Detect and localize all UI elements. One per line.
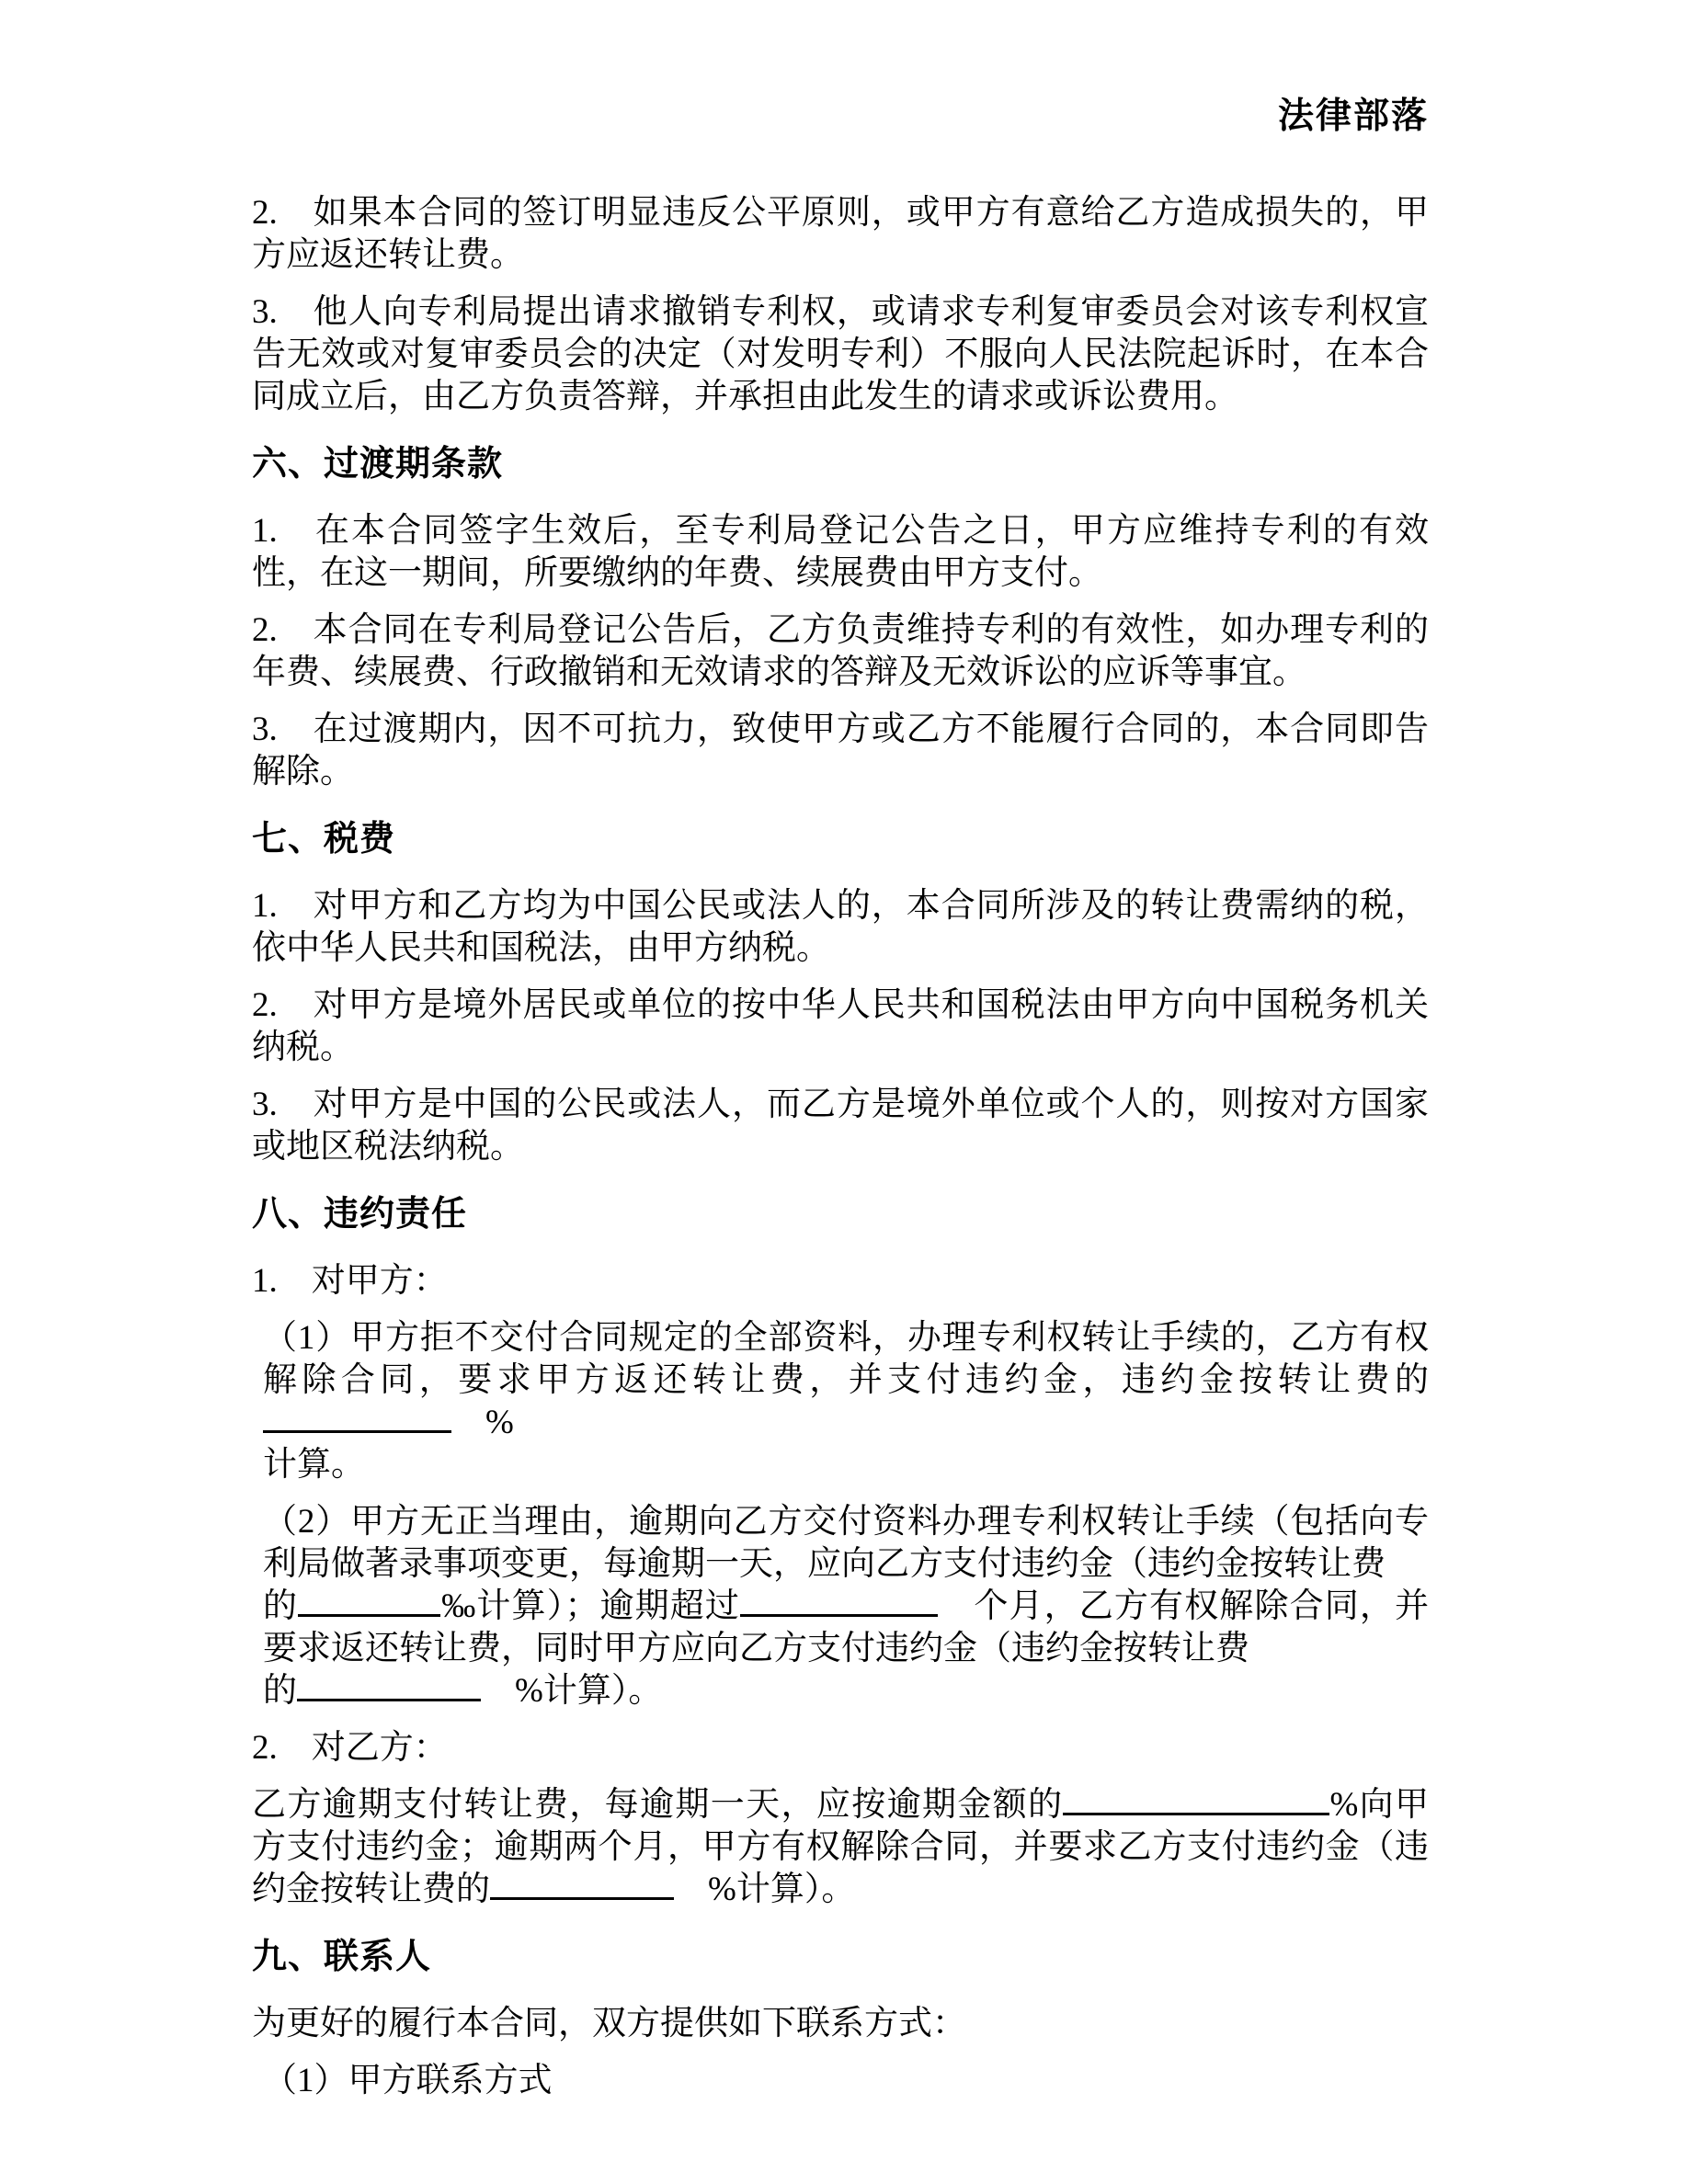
text-run: （1）甲方拒不交付合同规定的全部资料，办理专利权转让手续的，乙方有权解除合同，要求甲方返还转让费，并支付违约金，违约金按转让费的 [263, 1319, 1429, 1399]
paragraph [252, 2003, 1429, 2045]
text-run: 个月，乙方有权解除合同，并要求返还转让费，同时甲方应向乙方支付违约金（违约金按转让费 [263, 1587, 1430, 1668]
text-run: 3. 他人向专利局提出请求撤销专利权，或请求专利复审委员会对该专利权宣告无效或对复审委员会的决定（对发明专利）不服向人民法院起诉时，在本合同成立后，由乙方负责答辩，并承担由此发生的请求或诉讼费用。 [252, 293, 1429, 415]
paragraph [252, 510, 1429, 595]
blank-underline [740, 1586, 938, 1617]
paragraph [252, 291, 1429, 418]
text-run: 2. 对乙方： [252, 1729, 448, 1768]
section-heading [252, 443, 1429, 485]
section-heading [252, 1193, 1429, 1235]
section-heading [252, 818, 1429, 860]
section-heading [252, 1936, 1429, 1978]
text-run: 乙方逾期支付转让费，每逾期一天，应按逾期金额的 [252, 1786, 1064, 1825]
text-run: 为更好的履行本合同，双方提供如下联系方式： [252, 2005, 966, 2043]
text-run: 六、过渡期条款 [252, 445, 504, 483]
text-run: %向甲方支付违约金；逾期两个月，甲方有权解除合同，并要求乙方支付违约金（违约金按转让费的 [252, 1786, 1429, 1909]
text-run: 1. 对甲方： [252, 1262, 448, 1300]
text-run: 2. 如果本合同的签订明显违反公平原则，或甲方有意给乙方造成损失的，甲方应返还转让费。 [252, 194, 1429, 274]
text-run: 计算。 [263, 1446, 365, 1484]
blank-underline [1063, 1784, 1329, 1815]
text-run: % [451, 1404, 514, 1442]
paragraph [252, 192, 1429, 277]
text-run: 的 [263, 1587, 299, 1626]
text-run: 九、联系人 [252, 1938, 432, 1977]
paragraph [252, 1084, 1429, 1168]
text-run: 的 [263, 1672, 297, 1711]
paragraph [252, 885, 1429, 970]
text-run: 1. 对甲方和乙方均为中国公民或法人的，本合同所涉及的转让费需纳的税，依中华人民共和国税法，由甲方纳税。 [252, 887, 1429, 967]
blank-underline [263, 1402, 451, 1433]
contract-body [252, 192, 1429, 2102]
paragraph [252, 1260, 1429, 1302]
text-run: 3. 对甲方是中国的公民或法人，而乙方是境外单位或个人的，则按对方国家或地区税法纳税。 [252, 1086, 1429, 1166]
text-run: 1. 在本合同签字生效后，至专利局登记公告之日，甲方应维持专利的有效性，在这一期间，所要缴纳的年费、续展费由甲方支付。 [252, 512, 1429, 592]
text-run: 2. 本合同在专利局登记公告后，乙方负责维持专利的有效性，如办理专利的年费、续展费、行政撤销和无效请求的答辩及无效诉讼的应诉等事宜。 [252, 611, 1429, 691]
paragraph [252, 709, 1429, 793]
text-run: 2. 对甲方是境外居民或单位的按中华人民共和国税法由甲方向中国税务机关纳税。 [252, 986, 1429, 1066]
text-run: 3. 在过渡期内，因不可抗力，致使甲方或乙方不能履行合同的，本合同即告解除。 [252, 711, 1429, 791]
page-header-brand: 法律部落 [1277, 97, 1429, 136]
text-run: （1）甲方联系方式 [263, 2062, 553, 2100]
paragraph [252, 609, 1429, 694]
text-run: ‰计算）；逾期超过 [440, 1587, 741, 1626]
blank-underline [490, 1869, 674, 1900]
text-run: %计算）。 [481, 1672, 663, 1711]
blank-underline [298, 1586, 440, 1617]
paragraph [252, 2060, 1429, 2102]
text-run: 七、税费 [252, 820, 396, 859]
text-run: %计算）。 [674, 1871, 856, 1909]
paragraph [252, 984, 1429, 1069]
page-content [252, 0, 1429, 2117]
text-run: 八、违约责任 [252, 1195, 468, 1234]
blank-underline [297, 1670, 481, 1701]
paragraph [252, 1501, 1429, 1712]
paragraph [252, 1784, 1429, 1911]
text-run: （2）甲方无正当理由，逾期向乙方交付资料办理专利权转让手续（包括向专利局做著录事项变更，每逾期一天，应向乙方支付违约金（违约金按转让费 [263, 1503, 1429, 1584]
paragraph [252, 1317, 1429, 1486]
paragraph [252, 1727, 1429, 1769]
